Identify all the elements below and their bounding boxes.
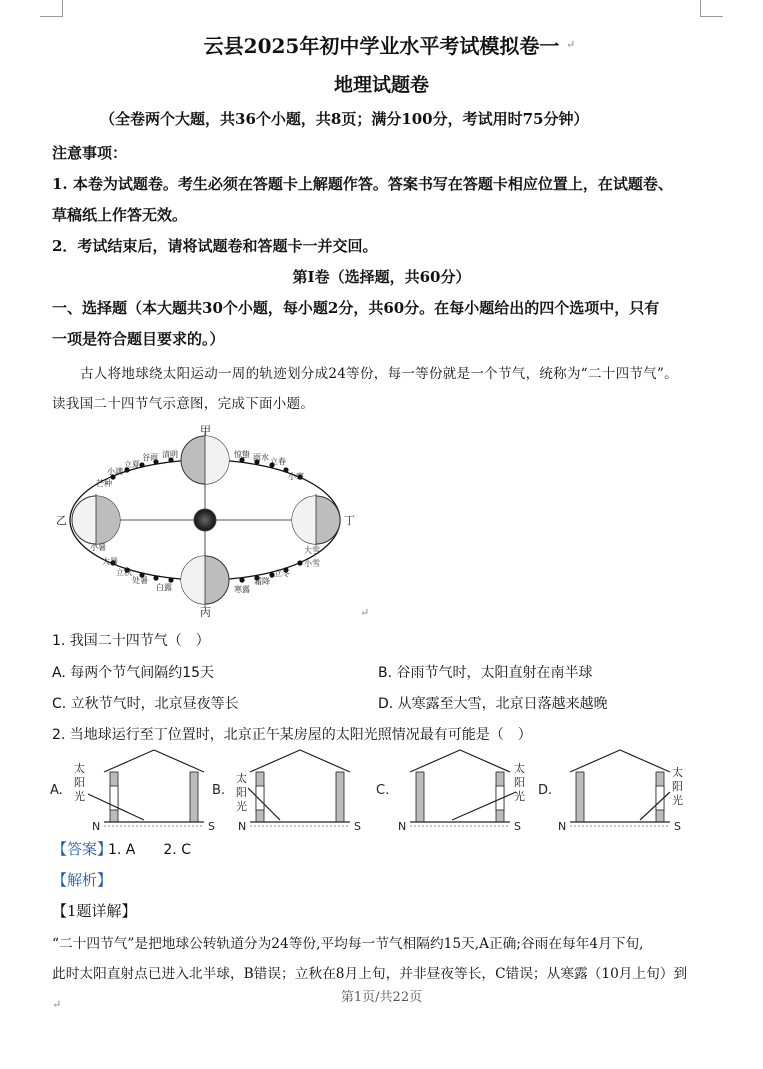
svg-text:阳: 阳 xyxy=(672,780,683,793)
earth-top xyxy=(181,432,229,488)
svg-text:立冬: 立冬 xyxy=(274,569,290,578)
section-title: 第Ⅰ卷（选择题，共60分） xyxy=(292,268,471,286)
svg-text:立夏: 立夏 xyxy=(124,460,140,469)
label-bing: 丙 xyxy=(200,606,211,619)
earth-bottom xyxy=(181,552,229,608)
svg-text:阳: 阳 xyxy=(514,776,525,789)
svg-text:B.: B. xyxy=(212,783,226,798)
svg-text:小满: 小满 xyxy=(107,467,123,476)
svg-text:太: 太 xyxy=(74,762,85,775)
question-2-stem: 2. 当地球运行至丁位置时，北京正午某房屋的太阳光照情况最有可能是（ ） xyxy=(52,727,532,743)
svg-text:大雪: 大雪 xyxy=(304,546,320,555)
svg-text:光: 光 xyxy=(236,800,247,813)
svg-text:寒露: 寒露 xyxy=(234,585,250,594)
svg-text:C.: C. xyxy=(376,783,390,798)
svg-text:A.: A. xyxy=(50,783,63,798)
svg-text:雨水: 雨水 xyxy=(253,453,269,462)
question-1-option-a: A. 每两个节气间隔约15天 xyxy=(52,665,215,681)
svg-text:S: S xyxy=(674,820,681,833)
svg-text:N: N xyxy=(398,820,407,833)
svg-text:太: 太 xyxy=(236,772,247,785)
page-footer: 第1页/共22页 xyxy=(340,990,423,1005)
intro-text: 古人将地球绕太阳运动一周的轨迹划分成24等份，每一等份就是一个节气，统称为“二十四节气”。 xyxy=(80,366,678,382)
analysis-label: 【解析】 xyxy=(52,871,113,889)
earth-left xyxy=(72,494,120,546)
svg-text:白露: 白露 xyxy=(156,583,172,592)
analysis-text: “二十四节气”是把地球公转轨道分为24等份,平均每一节气相隔约15天,A正确;谷雨在每年4月下旬, xyxy=(52,936,644,952)
svg-text:霜降: 霜降 xyxy=(254,577,270,586)
label-ding: 丁 xyxy=(344,514,355,527)
svg-text:D.: D. xyxy=(538,783,553,798)
svg-text:太: 太 xyxy=(672,766,683,779)
house-option-b xyxy=(212,750,361,833)
answer-values: 1. A 2. C xyxy=(108,842,191,858)
svg-text:芒种: 芒种 xyxy=(96,479,112,488)
svg-text:处暑: 处暑 xyxy=(132,576,148,585)
exam-title: 云县2025年初中学业水平考试模拟卷一 xyxy=(203,34,560,58)
svg-text:阳: 阳 xyxy=(236,786,247,799)
paragraph-mark: ↵ xyxy=(566,38,576,51)
earth-right xyxy=(292,494,340,546)
exam-subtitle: 地理试题卷 xyxy=(333,74,429,96)
intro-text-cont: 读我国二十四节气示意图，完成下面小题。 xyxy=(52,396,315,412)
svg-text:立秋: 立秋 xyxy=(116,568,132,577)
house-options xyxy=(48,748,718,834)
svg-text:立春: 立春 xyxy=(270,457,286,466)
house-option-d xyxy=(538,750,683,833)
svg-text:小寒: 小寒 xyxy=(288,472,304,481)
svg-text:光: 光 xyxy=(672,794,683,807)
svg-text:阳: 阳 xyxy=(74,776,85,789)
notice-item-1-cont: 草稿纸上作答无效。 xyxy=(52,206,188,224)
label-yi: 乙 xyxy=(56,514,67,527)
svg-text:N: N xyxy=(558,820,567,833)
svg-text:谷雨: 谷雨 xyxy=(142,453,158,462)
svg-text:N: N xyxy=(238,820,247,833)
crop-mark xyxy=(40,0,63,17)
house-option-a xyxy=(50,750,215,833)
svg-text:S: S xyxy=(354,820,361,833)
exam-info: （全卷两个大题，共36个小题，共8页；满分100分，考试用时75分钟） xyxy=(100,110,589,128)
label-jia: 甲 xyxy=(200,424,211,437)
svg-text:大暑: 大暑 xyxy=(102,557,118,566)
svg-text:太: 太 xyxy=(514,762,525,775)
svg-text:S: S xyxy=(514,820,521,833)
svg-text:N: N xyxy=(92,820,101,833)
part-heading: 一、选择题（本大题共30个小题，每小题2分，共60分。在每小题给出的四个选项中，只有 xyxy=(52,299,660,317)
svg-text:S: S xyxy=(208,820,215,833)
svg-text:惊蛰: 惊蛰 xyxy=(234,450,250,459)
house-option-c xyxy=(376,750,525,833)
notice-item-2: 2．考试结束后，请将试题卷和答题卡一并交回。 xyxy=(52,237,378,255)
crop-mark xyxy=(700,0,723,17)
part-heading-cont: 一项是符合题目要求的。） xyxy=(52,330,225,348)
q1-detail-label: 【1题详解】 xyxy=(52,902,137,920)
notice-heading: 注意事项： xyxy=(52,144,128,162)
question-1-option-b: B. 谷雨节气时，太阳直射在南半球 xyxy=(378,665,593,681)
svg-text:小雪: 小雪 xyxy=(304,559,320,568)
solar-terms-diagram xyxy=(52,420,372,620)
svg-text:清明: 清明 xyxy=(162,450,178,459)
notice-item-1: 1. 本卷为试题卷。考生必须在答题卡上解题作答。答案书写在答题卡相应位置上，在试题卷、 xyxy=(52,175,673,193)
question-1-option-d: D. 从寒露至大雪，北京日落越来越晚 xyxy=(378,696,608,712)
svg-text:小暑: 小暑 xyxy=(90,543,106,552)
answer-label: 【答案】 xyxy=(52,840,113,858)
question-1-stem: 1. 我国二十四节气（ ） xyxy=(52,633,210,649)
paragraph-mark: ↵ xyxy=(360,606,370,619)
sun-icon xyxy=(194,509,216,531)
paragraph-mark: ↵ xyxy=(52,998,62,1011)
svg-text:光: 光 xyxy=(74,790,85,803)
question-1-option-c: C. 立秋节气时，北京昼夜等长 xyxy=(52,696,239,712)
svg-text:光: 光 xyxy=(514,790,525,803)
analysis-text-cont: 此时太阳直射点已进入北半球，B错误；立秋在8月上旬，并非昼夜等长，C错误；从寒露（10月上旬）到 xyxy=(52,966,688,982)
